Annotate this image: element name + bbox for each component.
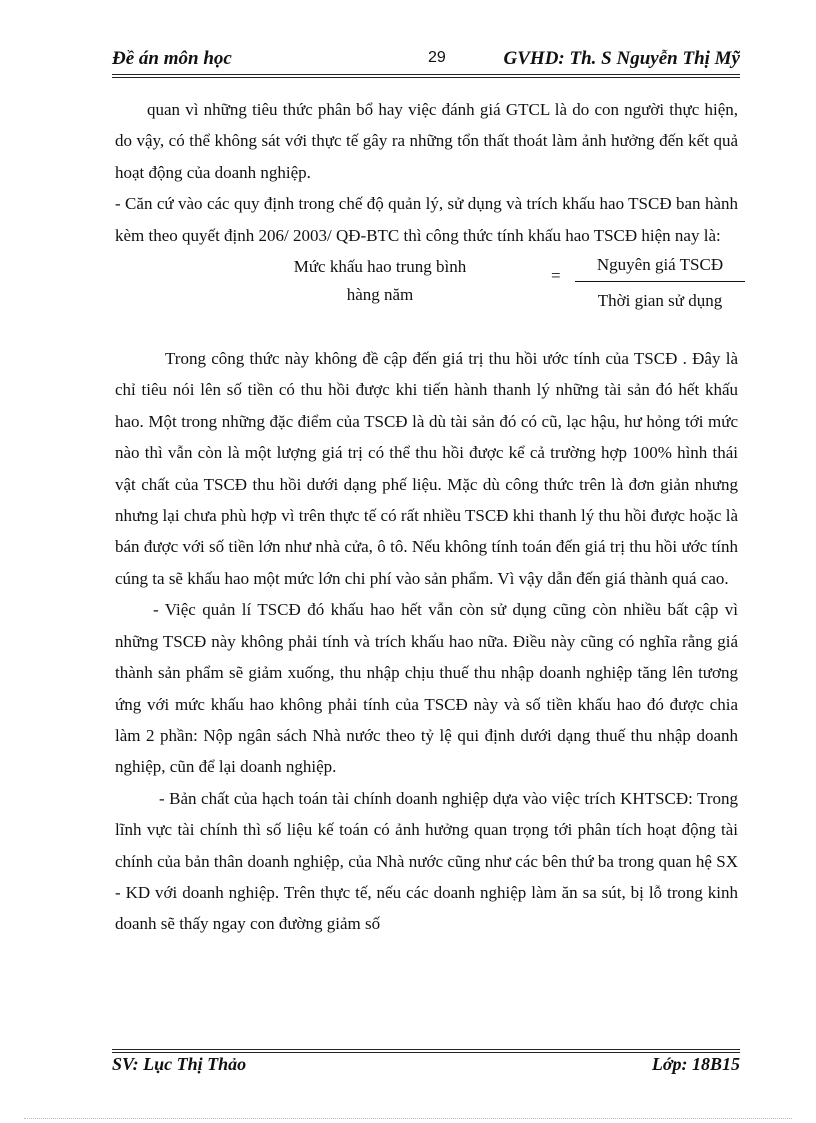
formula-denominator: Thời gian sử dụng bbox=[597, 291, 723, 311]
header-supervisor: GVHD: Th. S Nguyễn Thị Mỹ bbox=[503, 48, 740, 69]
paragraph-4: - Việc quản lí TSCĐ đó khấu hao hết vẫn còn sử dụng cũng còn nhiều bất cập vì những TSCĐ này không phải tính và trích khấu hao nữa. Điều này cũng có nghĩa rằng giá thành sản phẩm sẽ giảm xuống, thu nhập chịu thuế thu nhập doanh nghiệp tăng lên tương ứng với mức khấu hao không phải tính của TSCĐ này và số tiền khấu hao đó được chia làm 2 phần: Nộp ngân sách Nhà nước theo tỷ lệ qui định dưới dạng thuế thu nhập doanh nghiệp, cũn để lại doanh nghiệp. bbox=[115, 600, 738, 777]
footer-student: SV: Lục Thị Thảo bbox=[112, 1054, 247, 1074]
footer-divider bbox=[112, 1049, 740, 1053]
body-text bbox=[115, 94, 738, 940]
fraction-bar bbox=[575, 281, 745, 282]
formula-fraction bbox=[575, 251, 745, 315]
paragraph-5: - Bản chất của hạch toán tài chính doanh nghiệp dựa vào việc trích KHTSCĐ: Trong lĩnh vực tài chính thì số liệu kế toán có ảnh hưởng quan trọng tới phân tích hoạt động tài chính của bản thân doanh nghiệp, của Nhà nước cũng như các bên thứ ba trong quan hệ SX - KD với doanh nghiệp. Trên thực tế, nếu các doanh nghiệp làm ăn sa sút, bị lỗ trong kinh doanh sẽ thấy ngay con đường giảm số bbox=[115, 788, 738, 934]
formula-numerator: Nguyên giá TSCĐ bbox=[596, 255, 724, 275]
header-course-title: Đề án môn học bbox=[112, 48, 232, 69]
formula-lhs bbox=[245, 253, 515, 309]
header-divider bbox=[112, 74, 740, 78]
formula-lhs-line1: Mức khấu hao trung bình bbox=[293, 257, 467, 277]
page-edge-dots bbox=[24, 1118, 792, 1119]
page-header bbox=[112, 46, 740, 74]
paragraph-2: - Căn cứ vào các quy định trong chế độ quản lý, sử dụng và trích khấu hao TSCĐ ban hành kèm theo quyết định 206/ 2003/ QĐ-BTC thì công thức tính khấu hao TSCĐ hiện nay là: bbox=[115, 194, 738, 245]
page-footer bbox=[112, 1054, 740, 1082]
formula-equals: = bbox=[551, 266, 561, 286]
paragraph-1: quan vì những tiêu thức phân bổ hay việc đánh giá GTCL là do con người thực hiện, do vậy, có thể không sát với thực tế gây ra những tổn thất thoát làm ảnh hưởng đến kết quả hoạt động của doanh nghiệp. bbox=[115, 100, 738, 182]
page-number: 29 bbox=[428, 49, 446, 66]
paragraph-3: Trong công thức này không đề cập đến giá trị thu hồi ước tính của TSCĐ . Đây là chỉ tiêu nói lên số tiền có thu hồi được khi tiến hành thanh lý những tài sản đó hết khấu hao. Một trong những đặc điểm của TSCĐ là dù tài sản đó có cũ, lạc hậu, hư hỏng tới mức nào thì vẫn còn là một lượng giá trị có thể thu hồi được kể cả trường hợp 100% hình thái vật chất của TSCĐ thu hồi dưới dạng phế liệu. Mặc dù công thức trên là đơn giản nhưng nhưng lại chưa phù hợp vì trên thực tế có rất nhiều TSCĐ khi thanh lý thu hồi được hoặc là bán được với số tiền lớn như nhà cửa, ô tô. Nếu không tính toán đến giá trị thu hồi ước tính cúng ta sẽ khấu hao một mức lớn chi phí vào sản phẩm. Vì vậy dẫn đến giá thành quá cao. bbox=[115, 349, 738, 588]
footer-class: Lớp: 18B15 bbox=[651, 1054, 740, 1074]
depreciation-formula bbox=[115, 251, 738, 337]
formula-lhs-line2: hàng năm bbox=[346, 285, 414, 305]
